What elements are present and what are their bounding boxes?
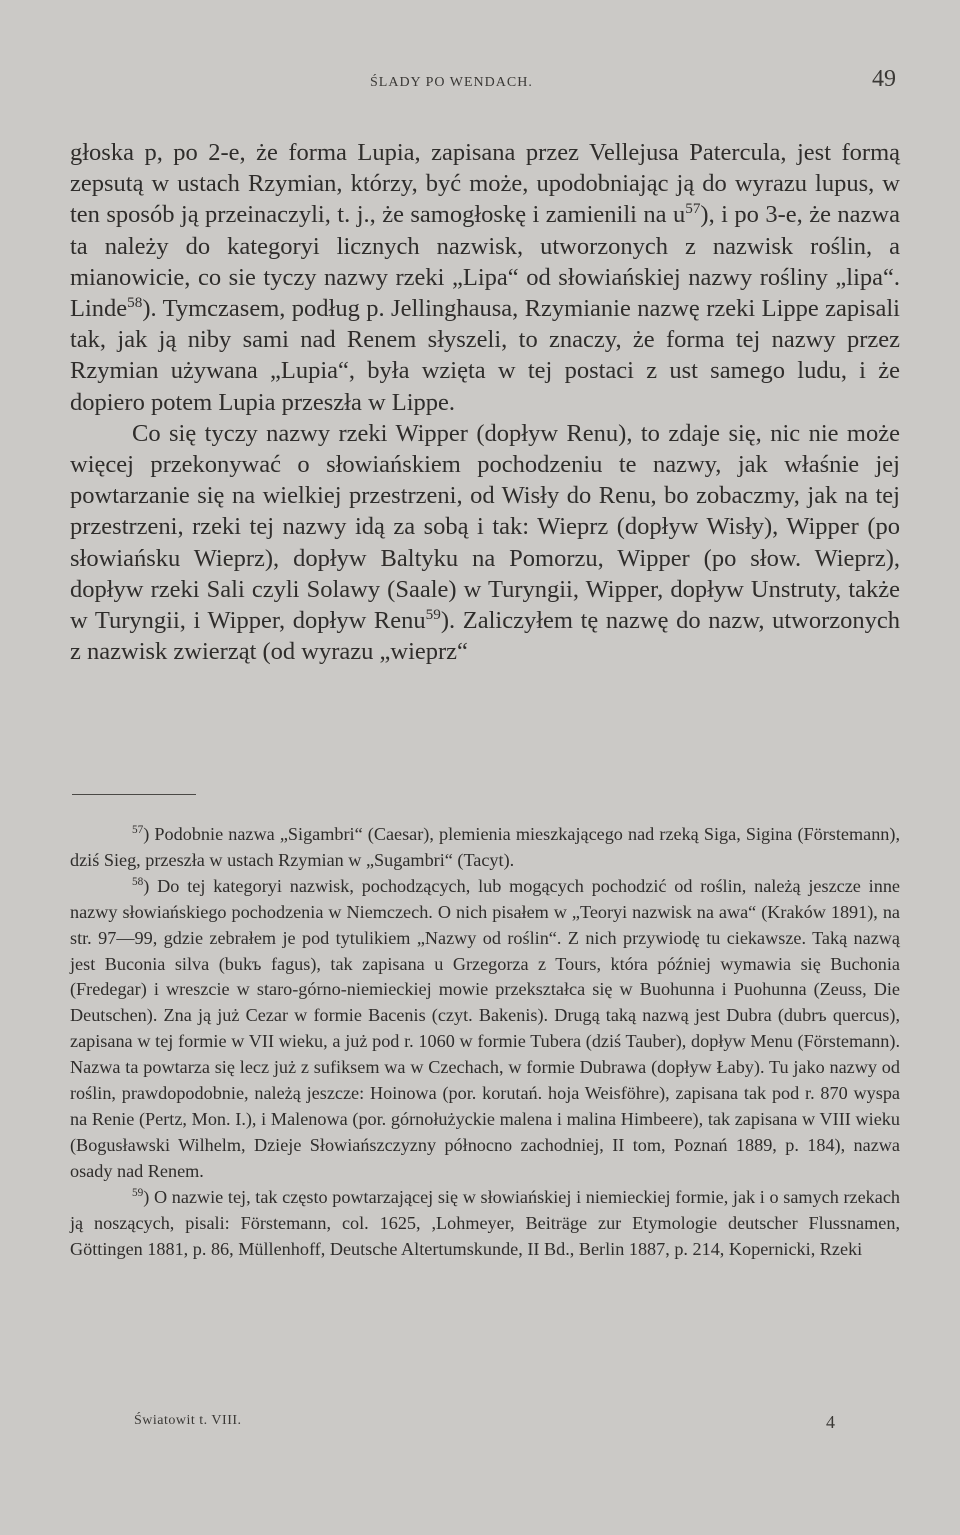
footnote-57-text: ) Podobnie nazwa „Sigambri“ (Caesar), plemienia mieszkającego nad rzeką Siga, Sigina (Förstemann), dziś Sieg, przeszła w ustach Rzymian w „Sugambri“ (Tacyt).	[70, 824, 900, 870]
footnote-ref-58: 58	[127, 293, 143, 311]
footnote-divider	[72, 794, 196, 795]
footnote-ref-59: 59	[425, 605, 441, 623]
printer-signature: Światowit t. VIII.	[134, 1413, 242, 1428]
footnote-58-number: 58	[132, 875, 144, 888]
paragraph-2-part-a: Co się tyczy nazwy rzeki Wipper (dopływ Renu), to zdaje się, nic nie może więcej przekonywać o słowiańskiem pochodzeniu te nazwy, jak właśnie jej powtarzanie się na wielkiej przestrzeni, od Wisły do Renu, bo zobaczmy, jak na tej przestrzeni, rzeki tej nazwy idą za sobą i tak: Wieprz (dopływ Wisły), Wipper (po słowiańsku Wieprz), dopływ Baltyku na Pomorzu, Wipper (po słow. Wieprz), dopływ rzeki Sali czyli Solawy (Saale) w Turyngii, Wipper, dopływ Unstruty, także w Turyngii, i Wipper, dopływ Renu	[70, 419, 900, 635]
footnotes	[70, 822, 900, 1262]
paragraph-1-part-b: ), i po 3-e, że nazwa ta należy do kategoryi licznych nazwisk, utworzonych z nazwisk roślin, a mianowicie, co sie tyczy nazwy rzeki „Lipa“ od słowiańskiej nazwy rośliny „lipa“. Linde	[70, 201, 900, 323]
paragraph-1-part-a: głoska p, po 2-e, że forma Lupia, zapisana przez Vellejusa Patercula, jest formą zepsutą w ustach Rzymian, którzy, być może, upodobniając ją do wyrazu lupus, w ten sposób ją przeinaczyli, t. j., że samogłoskę i zamienili na u	[70, 139, 900, 229]
footnote-59-number: 59	[132, 1186, 144, 1199]
footnote-ref-57: 57	[685, 200, 701, 218]
paragraph-1	[70, 137, 900, 418]
sheet-signature-number: 4	[826, 1412, 835, 1432]
paragraph-2	[70, 418, 900, 668]
running-header: ŚLADY PO WENDACH.	[370, 75, 533, 90]
page-number: 49	[872, 66, 896, 92]
footnote-57	[70, 822, 900, 874]
footnote-59	[70, 1185, 900, 1263]
footnote-58-text: ) Do tej kategoryi nazwisk, pochodzących, lub mogących pochodzić od roślin, należą jeszcze inne nazwy słowiańskiego pochodzenia w Niemczech. O nich pisałem w „Teoryi nazwisk na awa“ (Kraków 1891), na str. 97—99, gdzie zebrałem je pod tytulikiem „Nazwy od roślin“. Z nich przywiodę tu ciekawsze. Taką nazwą jest Buconia silva (bukъ fagus), tak zapisana u Grzegorza z Tours, która później wymawia się Buchonia (Fredegar) i wreszcie w staro-górno-niemieckiej mowie przekształca się w Buohunna i Puohunna (Zeuss, Die Deutschen). Zna ją już Cezar w formie Bacenis (czyt. Bakenis). Drugą taką nazwą jest Dubra (dubrъ quercus), zapisana w tej formie w VII wieku, a już pod r. 1060 w formie Tubera (dziś Tauber), dopływ Menu (Förstemann). Nazwa ta powtarza się lecz już z sufiksem wa w Czechach, w formie Dubrawa (dopływ Łaby). Tu jako nazwy od roślin, prawdopodobnie, należą jeszcze: Hoinowa (por. korutań. hoja Weisföhre), zapisana tak pod r. 870 wyspa na Renie (Pertz, Mon. I.), i Malenowa (por. górnołużyckie malena i malina Himbeere), tak zapisana w VIII wieku (Bogusławski Wilhelm, Dzieje Słowiańszczyzny północno zachodniej, II tom, Poznań 1889, p. 184), nazwa osady nad Renem.	[70, 875, 900, 1181]
footnote-58	[70, 874, 900, 1185]
footnote-59-text: ) O nazwie tej, tak często powtarzającej się w słowiańskiej i niemieckiej formie, jak i o samych rzekach ją noszących, pisali: Förstemann, col. 1625, ,Lohmeyer, Beiträge zur Etymologie deutscher Flussnamen, Göttingen 1881, p. 86, Müllenhoff, Deutsche Altertumskunde, II Bd., Berlin 1887, p. 214, Kopernicki, Rzeki	[70, 1186, 900, 1259]
paragraph-1-part-c: ). Tymczasem, podług p. Jellinghausa, Rzymianie nazwę rzeki Lippe zapisali tak, jak ją niby sami nad Renem słyszeli, to znaczy, że forma tej nazwy przez Rzymian używana „Lupia“, była wzięta w tej postaci z ust samego ludu, i że dopiero potem Lupia przeszła w Lippe.	[70, 295, 900, 416]
main-text	[70, 137, 900, 667]
paragraph-2-part-b: ). Zaliczyłem tę nazwę do nazw, utworzonych z nazwisk zwierząt (od wyrazu „wieprz“	[70, 607, 900, 666]
footnote-57-number: 57	[132, 823, 144, 836]
